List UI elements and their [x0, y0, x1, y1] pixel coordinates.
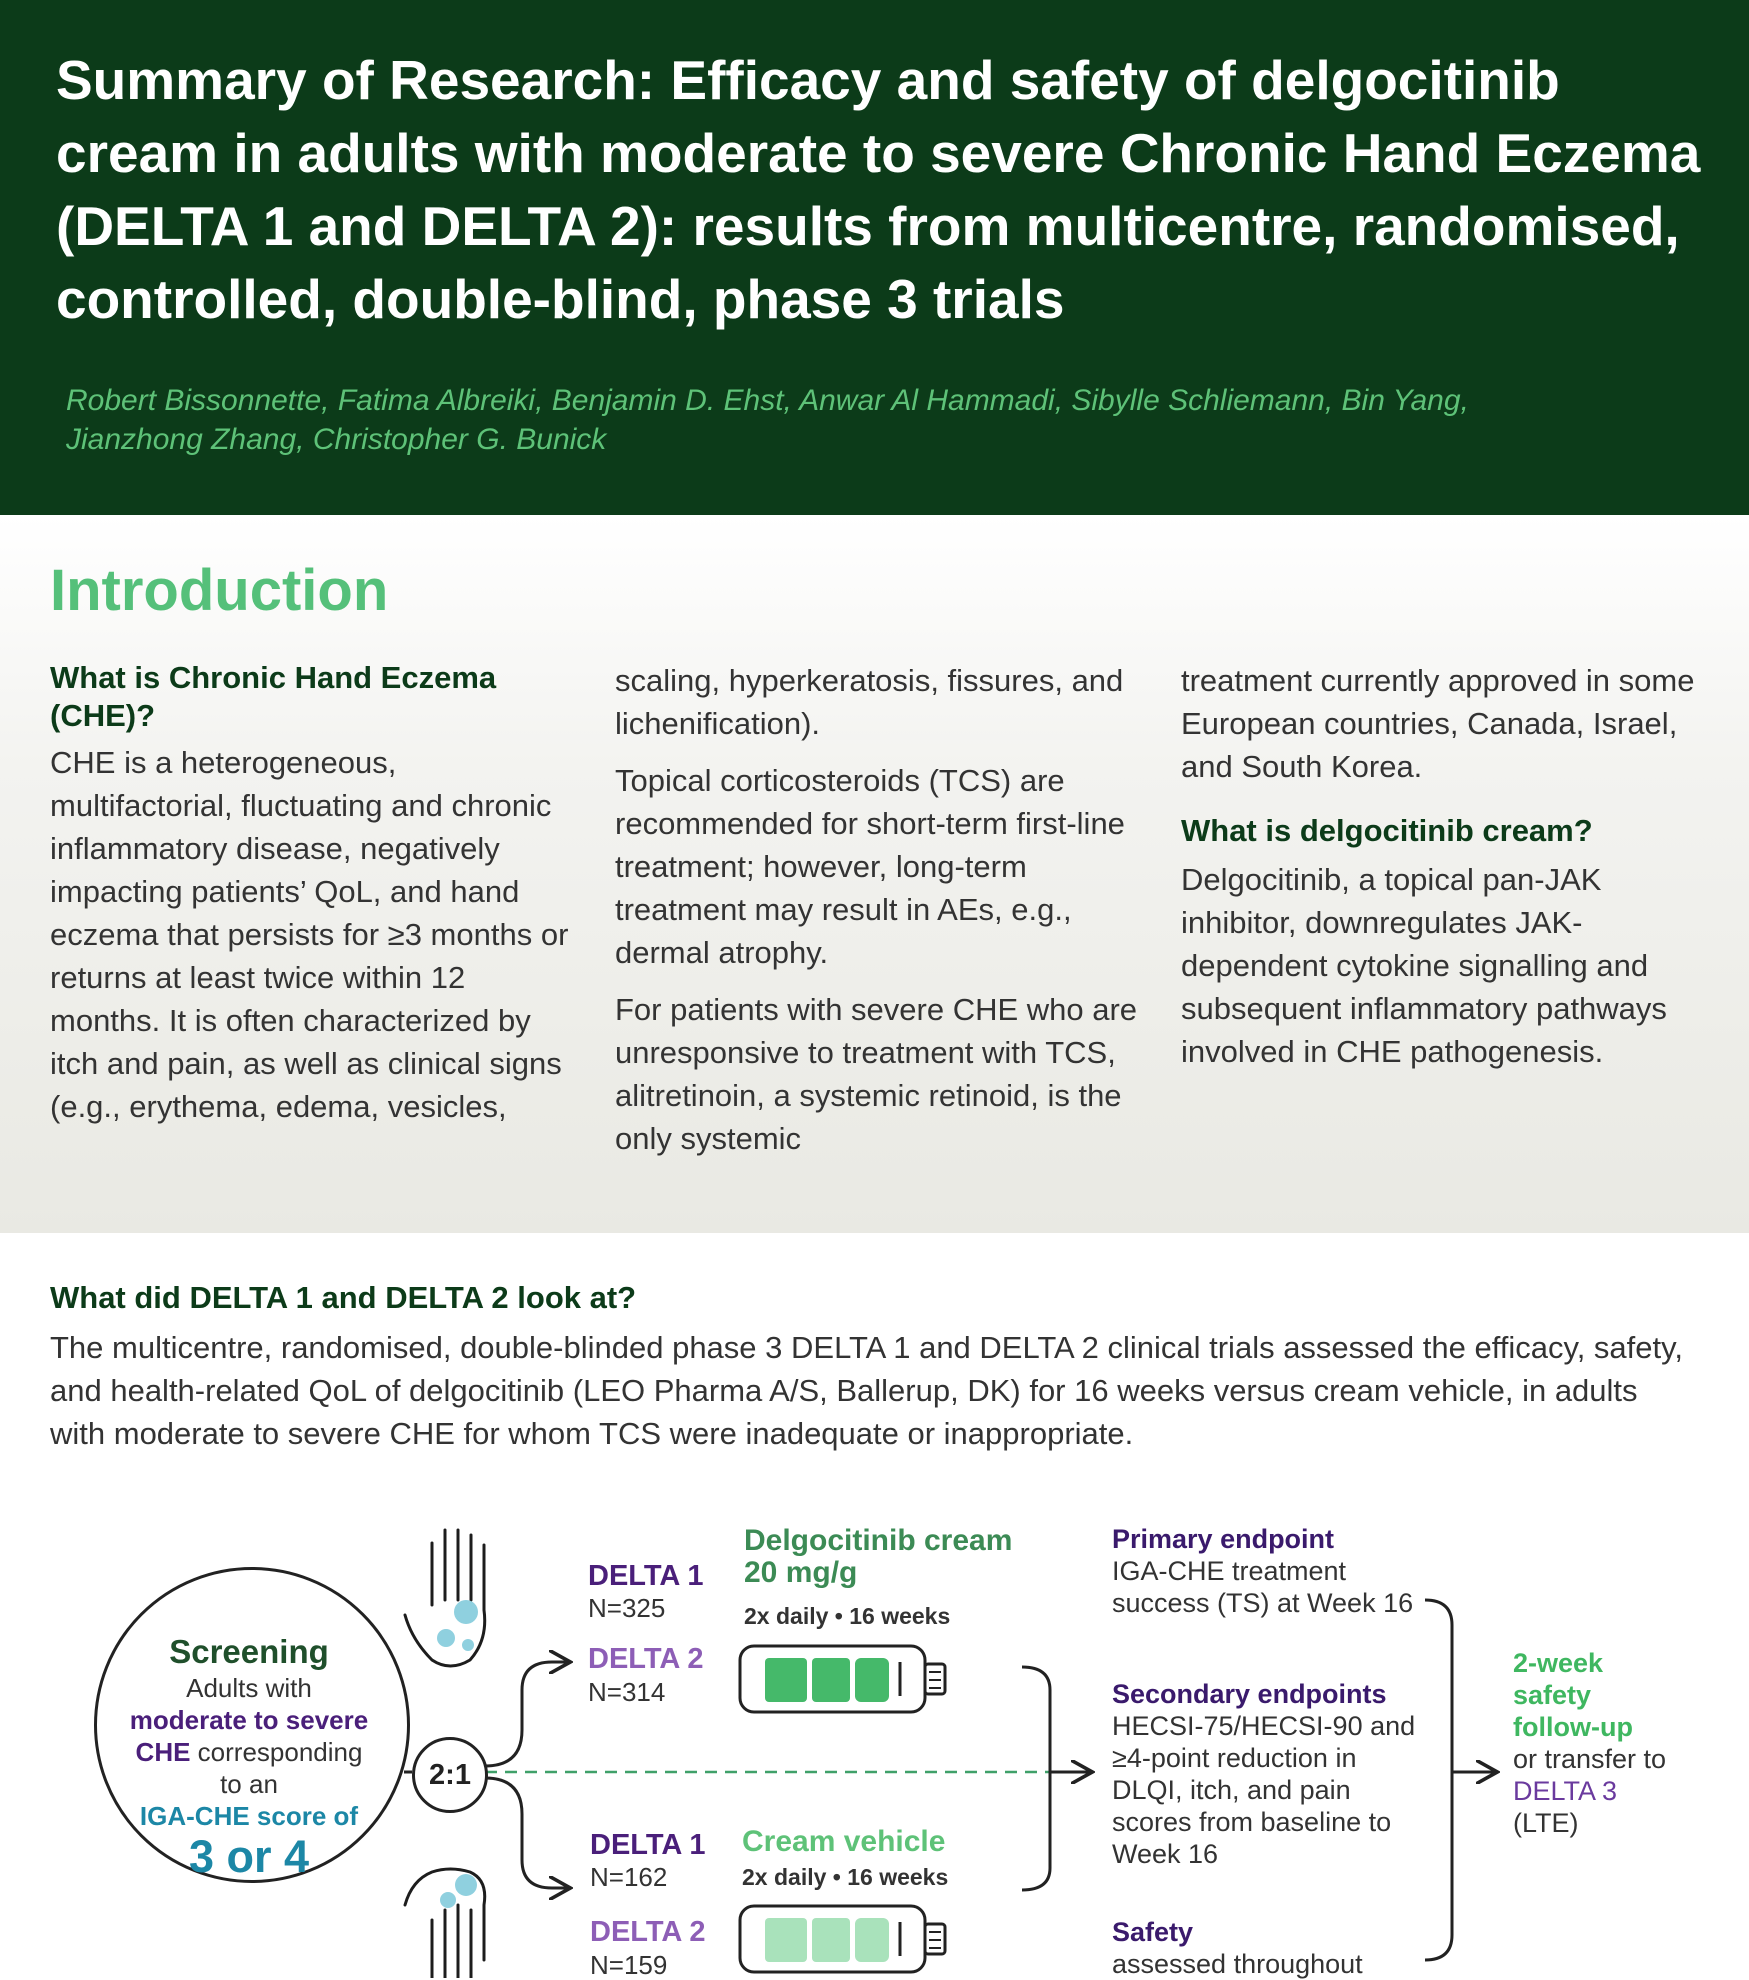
screening-che: CHE — [135, 1737, 191, 1767]
active-delta1-label: DELTA 1 — [588, 1560, 704, 1592]
active-arm-title-2: 20 mg/g — [744, 1556, 858, 1589]
screening-line-3 — [104, 1736, 394, 1768]
screening-line-4: to an — [220, 1769, 278, 1799]
active-arm-title-1: Delgocitinib cream — [744, 1524, 1013, 1557]
active-arm-dose: 2x daily • 16 weeks — [744, 1603, 951, 1629]
delgocitinib-paragraph: Delgocitinib, a topical pan-JAK inhibitor, downregulates JAK-dependent cytokine signalling and subsequent inflammatory pathways involved in CHE pathogenesis. — [1181, 862, 1667, 1069]
look-at-paragraph: The multicentre, randomised, double-blinded phase 3 DELTA 1 and DELTA 2 clinical trials assessed the efficacy, safety, and health-related QoL of delgocitinib (LEO Pharma A/S, Ballerup, DK) for 16 weeks versus cream vehicle, in adults with moderate to severe CHE for whom TCS were inadequate or inappropriate. — [50, 1330, 1683, 1451]
che-paragraph: CHE is a heterogeneous, multifactorial, fluctuating and chronic inflammatory disease, negatively impacting patients’ QoL, and hand eczema that persists for ≥3 months or returns at least twice within 12 months. It is often characterized by itch and pain, as well as clinical signs (e.g., erythema, edema, vesicles, — [50, 745, 569, 1124]
tcs-paragraph: Topical corticosteroids (TCS) are recommended for short-term first-line treatment; however, long-term treatment may result in AEs, e.g., dermal atrophy. — [615, 763, 1125, 970]
screening-line-1: Adults with — [186, 1673, 312, 1703]
screening-text — [104, 1632, 394, 1882]
vehicle-arm-dose: 2x daily • 16 weeks — [742, 1864, 949, 1890]
screening-line-2: moderate to severe — [129, 1705, 369, 1735]
randomisation-ratio: 2:1 — [412, 1737, 488, 1813]
look-at-heading: What did DELTA 1 and DELTA 2 look at? — [50, 1280, 637, 1315]
delta3-label: DELTA 3 — [1513, 1776, 1618, 1806]
secondary-endpoints-text: HECSI-75/HECSI-90 and ≥4-point reduction in DLQI, itch, and pain scores from baseline to Week 16 — [1112, 1711, 1416, 1869]
vehicle-arm-title: Cream vehicle — [742, 1825, 946, 1858]
che-subheading: What is Chronic Hand Eczema (CHE)? — [50, 660, 497, 733]
signs-paragraph: scaling, hyperkeratosis, fissures, and lichenification). — [615, 663, 1124, 741]
alitretinoin-paragraph: For patients with severe CHE who are unresponsive to treatment with TCS, alitretinoin, a systemic retinoid, is the only systemic — [615, 992, 1138, 1156]
delgocitinib-subheading: What is delgocitinib cream? — [1181, 813, 1593, 848]
primary-endpoint-text: IGA-CHE treatment success (TS) at Week 16 — [1112, 1556, 1414, 1618]
follow-up-text-1: or transfer to — [1513, 1744, 1667, 1774]
hand-icon-top — [405, 1530, 485, 1666]
screening-title: Screening — [169, 1633, 329, 1670]
cream-tube-vehicle — [740, 1906, 945, 1972]
safety-heading: Safety — [1112, 1917, 1194, 1947]
active-delta2-label: DELTA 2 — [588, 1643, 704, 1675]
vehicle-delta2-label: DELTA 2 — [590, 1916, 706, 1948]
approval-paragraph: treatment currently approved in some European countries, Canada, Israel, and South Korea. — [1181, 663, 1695, 784]
authors-line-1: Robert Bissonnette, Fatima Albreiki, Benjamin D. Ehst, Anwar Al Hammadi, Sibylle Schliemann, Bin Yang, — [66, 384, 1469, 417]
vehicle-delta2-n: N=159 — [590, 1950, 668, 1980]
introduction-heading: Introduction — [50, 558, 389, 623]
authors-line-2: Jianzhong Zhang, Christopher G. Bunick — [66, 423, 607, 456]
secondary-endpoints-heading: Secondary endpoints — [1112, 1679, 1387, 1709]
cream-tube-active — [740, 1646, 945, 1712]
active-delta1-n: N=325 — [588, 1593, 666, 1623]
follow-up-bold: 2-week safety follow-up — [1513, 1648, 1633, 1742]
follow-up-transfer — [1513, 1743, 1683, 1807]
follow-up-text — [1513, 1647, 1683, 1839]
page-title: Summary of Research: Efficacy and safety of delgocitinib cream in adults with moderate to severe Chronic Hand Eczema (DELTA 1 and DELTA 2): results from multicentre, randomised, controlled, double-blind, phase 3 trials — [56, 49, 1701, 330]
primary-endpoint-heading: Primary endpoint — [1112, 1524, 1335, 1554]
follow-up-lte: (LTE) — [1513, 1808, 1579, 1838]
hand-icon-bottom — [405, 1869, 485, 1978]
screening-score: 3 or 4 — [188, 1831, 310, 1882]
screening-line-5: IGA-CHE score of — [139, 1801, 359, 1831]
active-delta2-n: N=314 — [588, 1677, 666, 1707]
vehicle-delta1-n: N=162 — [590, 1862, 668, 1892]
vehicle-delta1-label: DELTA 1 — [590, 1829, 706, 1861]
screening-corresponding: corresponding — [190, 1737, 363, 1767]
safety-text: assessed throughout — [1112, 1949, 1363, 1979]
